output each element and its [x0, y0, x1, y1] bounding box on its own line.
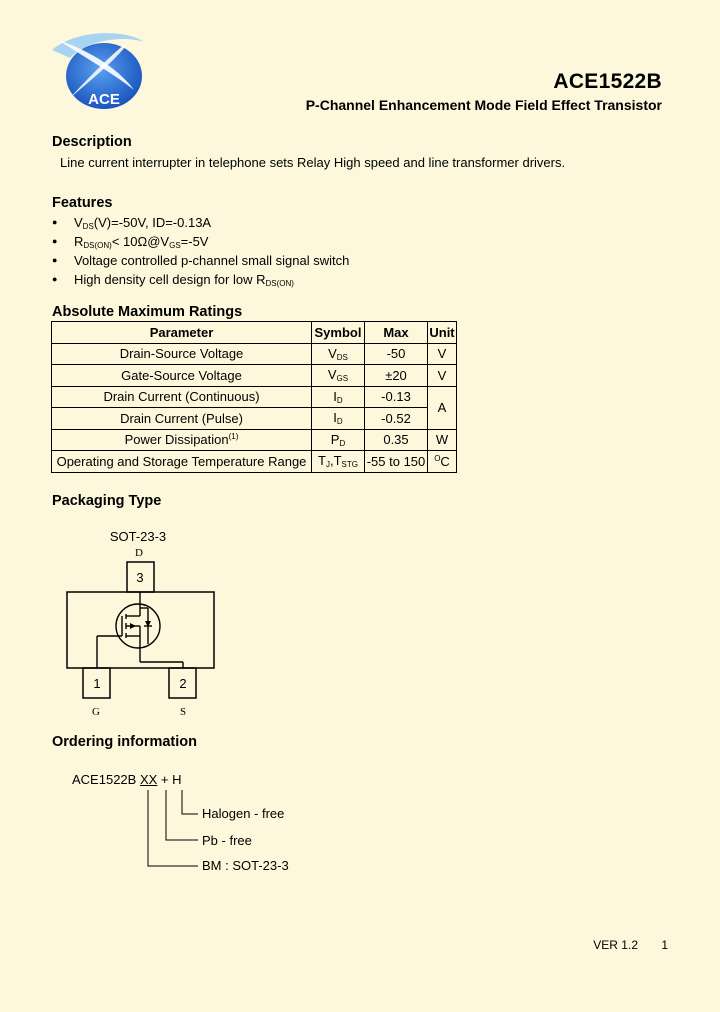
pin-g-label: G [92, 706, 100, 718]
pin-2-number: 2 [179, 676, 187, 691]
table-row: Drain Current (Pulse) $I_D$ -0.52 [52, 408, 457, 430]
features-list [52, 213, 349, 289]
sot23-package-diagram [50, 522, 230, 722]
pb-free-label: Pb - free [202, 833, 252, 848]
ratings-heading: Absolute Maximum Ratings [52, 304, 243, 320]
feature-item: ● High density cell design for low $R_{DS(ON)}$ [52, 270, 349, 289]
feature-item: ● $R_{DS(ON)}<$ $10\Omega@V_{GS}=-5V$ [52, 232, 349, 251]
col-header: Unit [428, 322, 457, 344]
pin-d-label: D [135, 547, 143, 559]
document-subtitle: P-Channel Enhancement Mode Field Effect Transistor [305, 97, 662, 113]
ace-logo [48, 28, 148, 110]
feature-item: ● $V_{DS}(V)=-50V$, ID=-0.13A [52, 213, 349, 232]
table-row: Power Dissipation$^{(1)}$ $P_D$ 0.35 W [52, 429, 457, 451]
pin-3-number: 3 [136, 570, 144, 585]
packaging-heading: Packaging Type [52, 493, 162, 509]
mosfet-symbol-icon [97, 592, 183, 668]
table-row: Drain Current (Continuous) $I_D$ -0.13 A [52, 386, 457, 408]
halogen-free-label: Halogen - free [202, 806, 285, 821]
version-label: VER 1.2 [593, 938, 638, 952]
ordering-heading: Ordering information [52, 734, 197, 750]
feature-item: ● Voltage controlled p-channel small signal switch [52, 251, 349, 270]
ordering-code: ACE1522B XX + H [72, 772, 182, 787]
pin-1-number: 1 [93, 676, 101, 691]
logo-text: ACE [88, 91, 120, 108]
pin-s-label: S [179, 706, 187, 718]
description-text: Line current interrupter in telephone sets Relay High speed and line transformer drivers. [60, 155, 566, 170]
package-name: SOT-23-3 [109, 529, 167, 544]
col-header: Symbol [312, 322, 365, 344]
part-number: ACE1522B [553, 70, 662, 93]
description-heading: Description [52, 134, 132, 150]
table-row: Operating and Storage Temperature Range $T_J,T_{STG}$ -55 to 150 $^O$C [52, 451, 457, 473]
table-row: Drain-Source Voltage $V_{DS}$ -50 V [52, 343, 457, 365]
col-header: Max [365, 322, 428, 344]
table-header-row [52, 322, 457, 344]
page-number: 1 [661, 938, 668, 952]
package-code-label: BM : SOT-23-3 [202, 858, 289, 873]
ratings-table [51, 321, 457, 473]
col-header: Parameter [52, 322, 312, 344]
table-row: Gate-Source Voltage $V_{GS}$ ±20 V [52, 365, 457, 387]
features-heading: Features [52, 195, 113, 211]
arrow-icon [130, 623, 136, 629]
